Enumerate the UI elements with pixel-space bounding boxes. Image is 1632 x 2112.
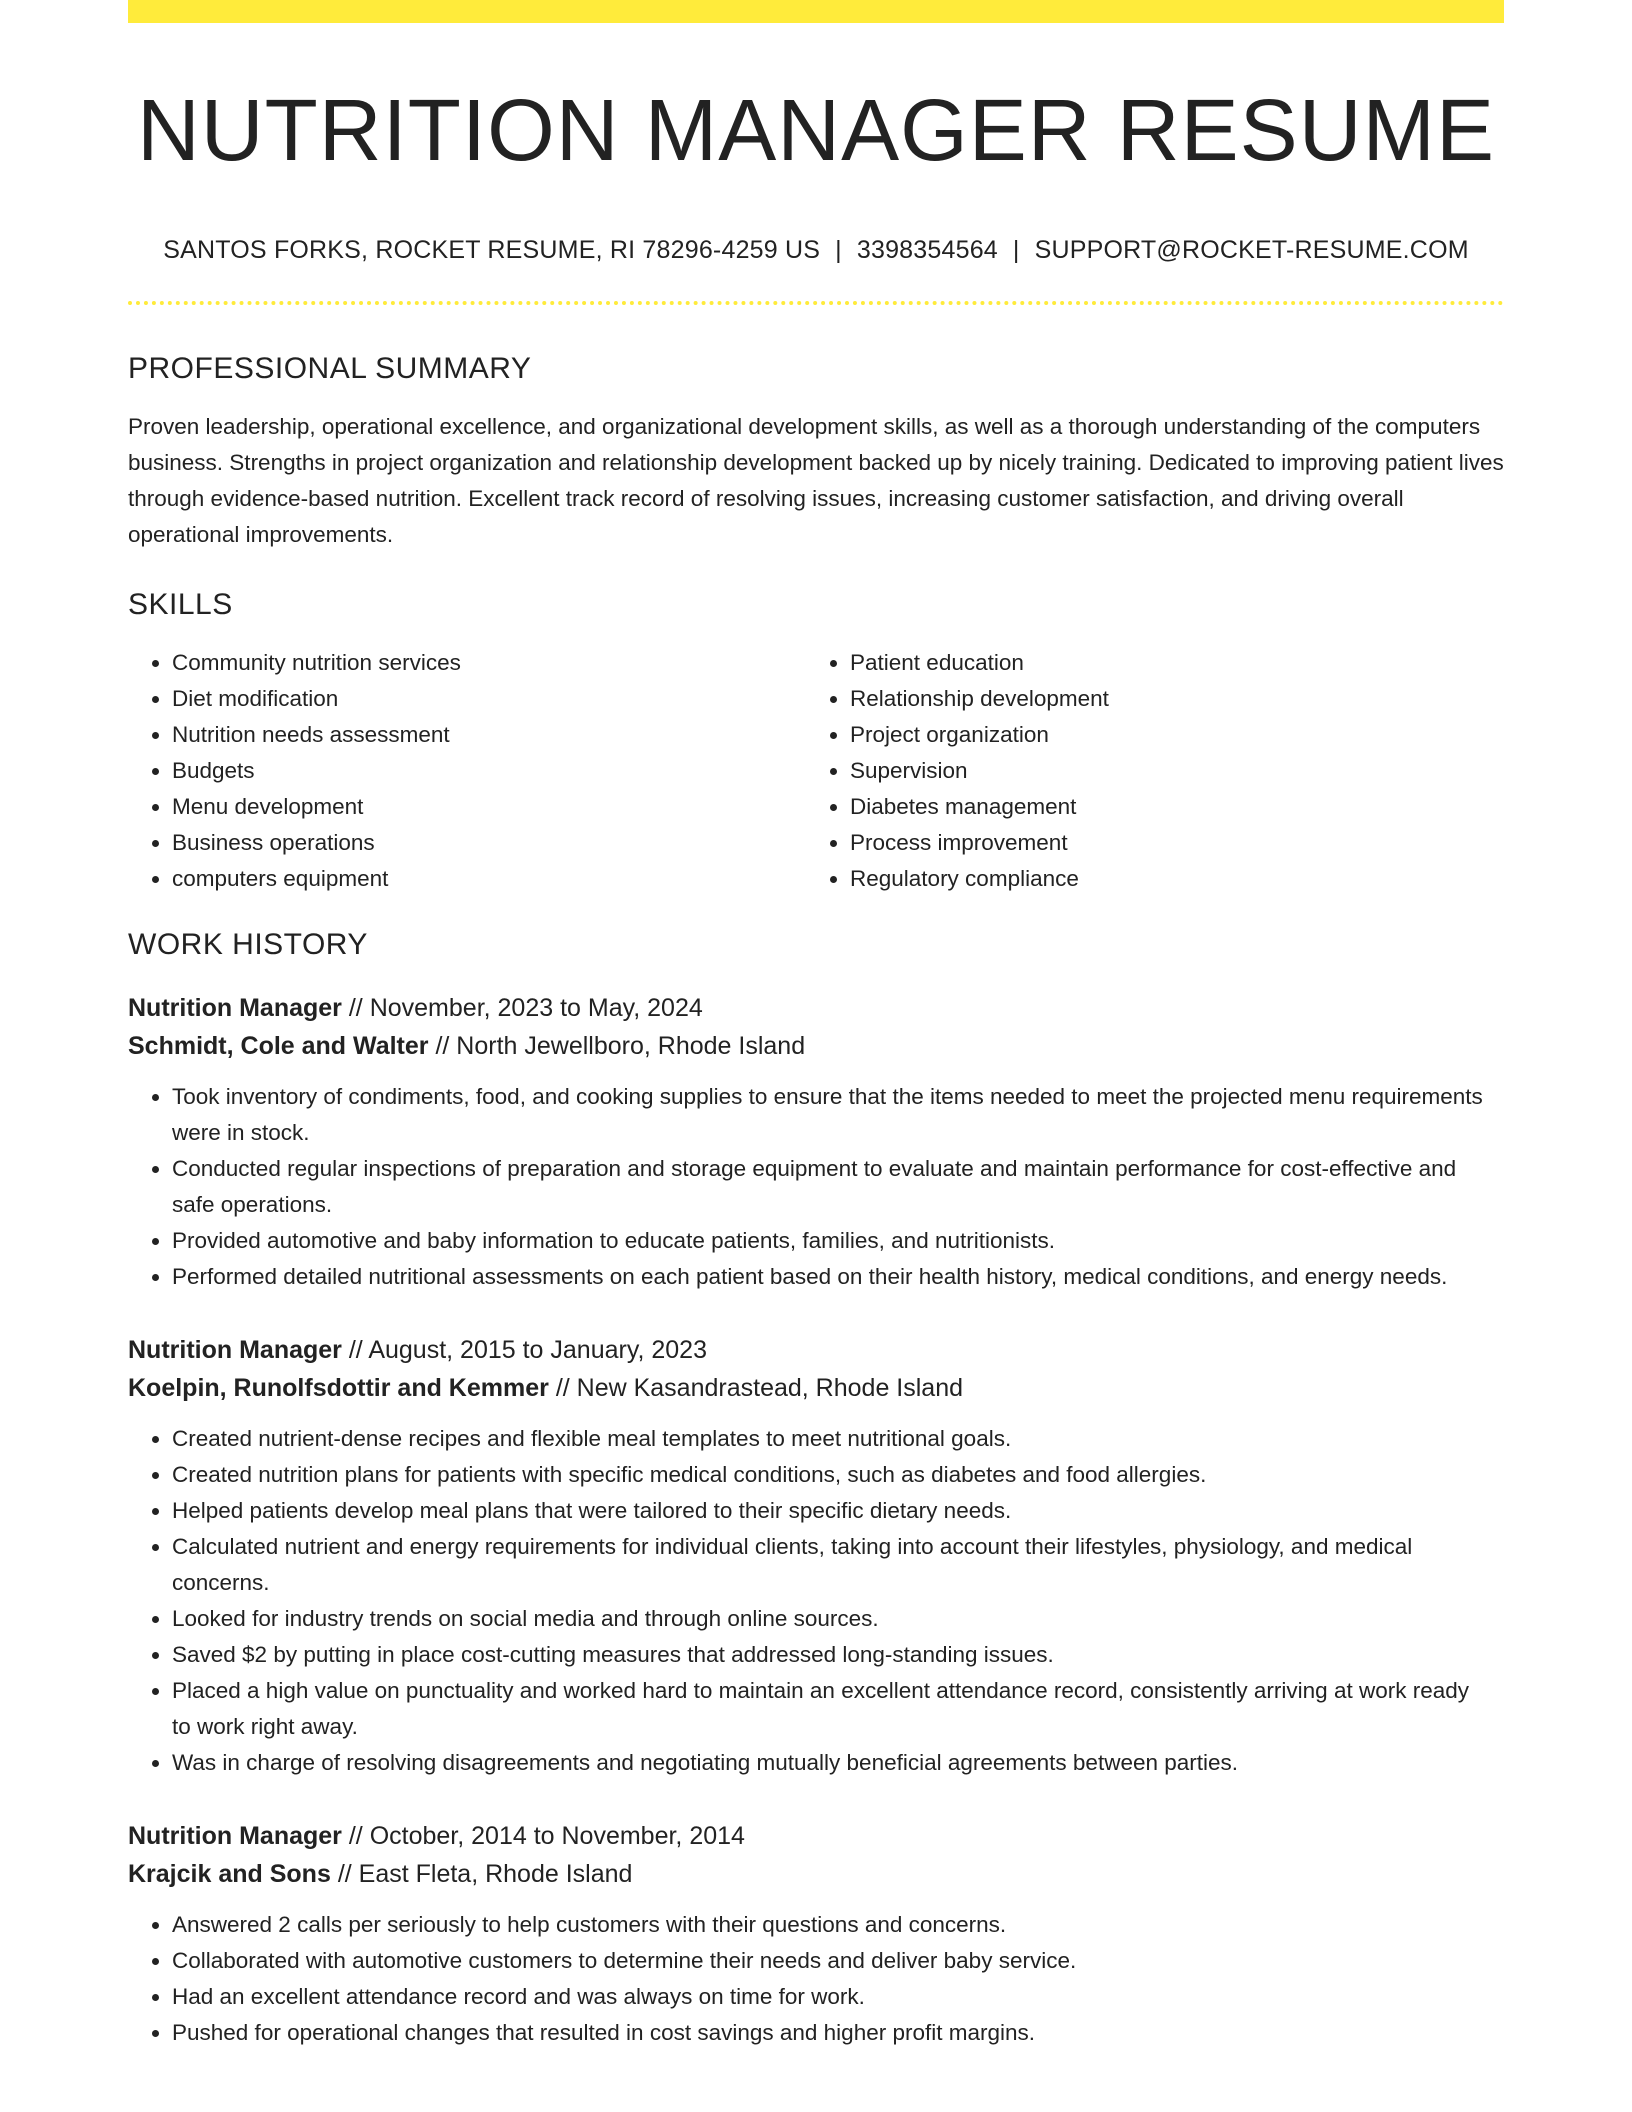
job-location: // New Kasandrastead, Rhode Island: [555, 1373, 964, 1402]
job-bullet: • Looked for industry trends on social media and through online sources.: [172, 1601, 1504, 1637]
skills-column-left: [128, 645, 806, 897]
job-bullet: • Performed detailed nutritional assessments on each patient based on their health history, medical conditions, and energy needs.: [172, 1259, 1504, 1295]
skill-item: • Menu development: [172, 789, 806, 825]
skill-item: • Budgets: [172, 753, 806, 789]
dotted-divider: [128, 301, 1504, 305]
skill-item: • Diabetes management: [850, 789, 1484, 825]
skill-item: • Relationship development: [850, 681, 1484, 717]
job-location: // North Jewellboro, Rhode Island: [435, 1031, 806, 1060]
job-title-line: [128, 989, 1504, 1027]
job-company-line: [128, 1027, 1504, 1065]
job-bullet: • Saved $2 by putting in place cost-cutting measures that addressed long-standing issues.: [172, 1637, 1504, 1673]
contact-email[interactable]: SUPPORT@ROCKET-RESUME.COM: [1034, 235, 1469, 264]
job-bullet: • Calculated nutrient and energy requirements for individual clients, taking into account their lifestyles, physiology, and medical concerns.: [172, 1529, 1504, 1601]
skill-item: • Supervision: [850, 753, 1484, 789]
job-dates: // August, 2015 to January, 2023: [348, 1335, 707, 1364]
skill-item: • Diet modification: [172, 681, 806, 717]
job-entry: [128, 1817, 1504, 2051]
job-company: Krajcik and Sons: [128, 1859, 331, 1888]
skill-item: • Patient education: [850, 645, 1484, 681]
job-company: Koelpin, Runolfsdottir and Kemmer: [128, 1373, 549, 1402]
skill-item: • computers equipment: [172, 861, 806, 897]
resume-title: NUTRITION MANAGER RESUME: [136, 82, 1496, 179]
skills-heading: SKILLS: [128, 587, 233, 621]
job-bullets: [128, 1907, 1504, 2051]
job-bullet: • Conducted regular inspections of preparation and storage equipment to evaluate and maintain performance for cost-effective and safe operations.: [172, 1151, 1504, 1223]
skill-item: • Nutrition needs assessment: [172, 717, 806, 753]
job-bullet: • Answered 2 calls per seriously to help customers with their questions and concerns.: [172, 1907, 1504, 1943]
job-bullet: • Was in charge of resolving disagreements and negotiating mutually beneficial agreements between parties.: [172, 1745, 1504, 1781]
job-bullet: • Created nutrition plans for patients with specific medical conditions, such as diabetes and food allergies.: [172, 1457, 1504, 1493]
job-entry: [128, 989, 1504, 1295]
summary-text: Proven leadership, operational excellence, and organizational development skills, as well as a thorough understanding of the computers business. Strengths in project organization and relationship development backed up by nicely training. Dedicated to improving patient lives through evidence-based nutrition. Excellent track record of resolving issues, increasing customer satisfaction, and driving overall operational improvements.: [128, 413, 1504, 547]
job-bullet: • Took inventory of condiments, food, and cooking supplies to ensure that the items needed to meet the projected menu requirements were in stock.: [172, 1079, 1504, 1151]
skills-column-right: [806, 645, 1484, 897]
job-company-line: [128, 1369, 1504, 1407]
job-title-line: [128, 1817, 1504, 1855]
skill-item: • Business operations: [172, 825, 806, 861]
job-bullet: • Had an excellent attendance record and was always on time for work.: [172, 1979, 1504, 2015]
skill-item: • Regulatory compliance: [850, 861, 1484, 897]
accent-top-bar: [128, 0, 1504, 23]
job-bullet: • Collaborated with automotive customers to determine their needs and deliver baby service.: [172, 1943, 1504, 1979]
job-title-line: [128, 1331, 1504, 1369]
skill-item: • Process improvement: [850, 825, 1484, 861]
contact-address: SANTOS FORKS, ROCKET RESUME, RI 78296-4259 US: [163, 235, 821, 264]
work-history-heading: WORK HISTORY: [128, 927, 368, 961]
job-dates: // November, 2023 to May, 2024: [348, 993, 703, 1022]
job-title: Nutrition Manager: [128, 993, 342, 1022]
job-company-line: [128, 1855, 1504, 1893]
summary-heading: PROFESSIONAL SUMMARY: [128, 351, 532, 385]
job-bullets: [128, 1079, 1504, 1295]
job-bullet: • Provided automotive and baby information to educate patients, families, and nutritionists.: [172, 1223, 1504, 1259]
contact-separator: |: [835, 235, 842, 264]
contact-phone: 3398354564: [856, 235, 998, 264]
job-bullets: [128, 1421, 1504, 1781]
job-entry: [128, 1331, 1504, 1781]
job-bullet: • Helped patients develop meal plans that were tailored to their specific dietary needs.: [172, 1493, 1504, 1529]
job-title: Nutrition Manager: [128, 1821, 342, 1850]
skill-item: • Community nutrition services: [172, 645, 806, 681]
resume-page: [128, 0, 1504, 2051]
job-company: Schmidt, Cole and Walter: [128, 1031, 429, 1060]
job-dates: // October, 2014 to November, 2014: [348, 1821, 745, 1850]
contact-separator: |: [1012, 235, 1020, 264]
job-bullet: • Created nutrient-dense recipes and flexible meal templates to meet nutritional goals.: [172, 1421, 1504, 1457]
skill-item: • Project organization: [850, 717, 1484, 753]
job-bullet: • Pushed for operational changes that resulted in cost savings and higher profit margins.: [172, 2015, 1504, 2051]
job-location: // East Fleta, Rhode Island: [337, 1859, 633, 1888]
skills-list: [128, 645, 1504, 897]
contact-line: [128, 235, 1504, 265]
job-title: Nutrition Manager: [128, 1335, 342, 1364]
job-bullet: • Placed a high value on punctuality and worked hard to maintain an excellent attendance record, consistently arriving at work ready to work right away.: [172, 1673, 1504, 1745]
